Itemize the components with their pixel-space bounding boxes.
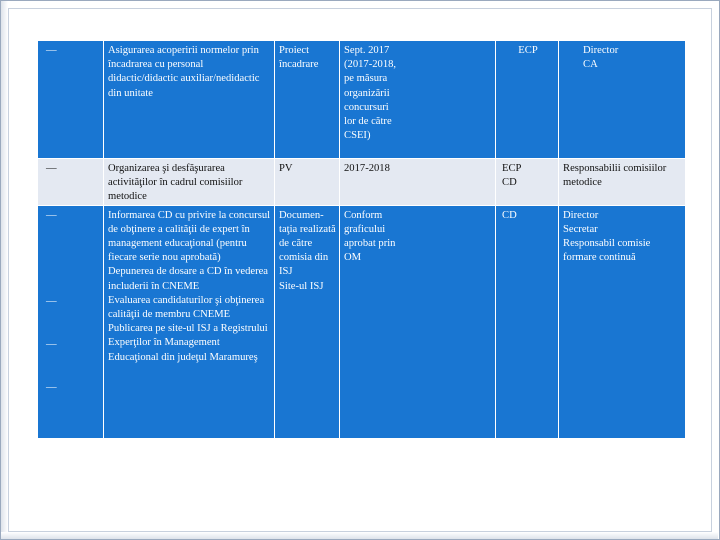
dash-bullet: — xyxy=(46,381,57,393)
deadline-text: Sept. 2017 (2017-2018, pe măsura organizării concursuri lor de către CSEI) xyxy=(344,45,397,142)
dash-bullet: — xyxy=(46,209,57,221)
documents-cell: Documen-taţia realizată de către comisia din ISJ Site-ul ISJ xyxy=(275,205,340,438)
bullet-cell xyxy=(38,159,104,206)
activity-cell xyxy=(104,41,275,159)
activity-text: Depunerea de dosare a CD în vederea includerii în CNEME xyxy=(108,266,269,292)
partners-cell: Director Secretar Responsabil comisie formare continuă xyxy=(559,205,686,438)
dash-bullet: — xyxy=(46,45,57,56)
deadline-cell xyxy=(340,41,496,159)
dash-bullet: — xyxy=(46,163,57,174)
activity-text: Asigurarea acoperirii normelor prin încadrarea cu personal didactic/didactic auxiliar/nedidactic din unitate xyxy=(108,45,260,99)
table-row xyxy=(38,205,686,438)
deadline-cell: 2017-2018 xyxy=(340,159,496,206)
deadline-text: Conform graficului aprobat prin OM xyxy=(344,209,396,264)
table-row xyxy=(38,41,686,159)
bullet-cell xyxy=(38,41,104,159)
deadline-cell xyxy=(340,205,496,438)
documents-cell: PV xyxy=(275,159,340,206)
activity-table xyxy=(37,40,686,439)
activity-text: Organizarea şi desfăşurarea activităţilor în cadrul comisiilor metodice xyxy=(108,163,243,203)
partners-cell: Director CA xyxy=(559,41,686,159)
documents-cell: Proiect încadrare xyxy=(275,41,340,159)
responsible-cell: ECP CD xyxy=(496,159,559,206)
bullet-cell xyxy=(38,205,104,438)
responsible-cell: CD xyxy=(496,205,559,438)
dash-bullet: — xyxy=(46,295,57,307)
responsible-cell: ECP xyxy=(496,41,559,159)
dash-bullet: — xyxy=(46,338,57,350)
table-row xyxy=(38,159,686,206)
activity-text: Informarea CD cu privire la concursul de obţinere a calităţii de expert în management educaţional (pentru fiecare serie nou aprobată) xyxy=(108,209,271,264)
partners-cell: Responsabilii comisiilor metodice xyxy=(559,159,686,206)
activity-cell xyxy=(104,205,275,438)
activity-text: Evaluarea candidaturilor şi obţinerea calităţii de membru CNEME xyxy=(108,294,265,321)
activity-text: Publicarea pe site-ul ISJ a Registrului Experţilor în Management Educaţional din judeţul Maramureş xyxy=(108,323,268,363)
activity-cell xyxy=(104,159,275,206)
